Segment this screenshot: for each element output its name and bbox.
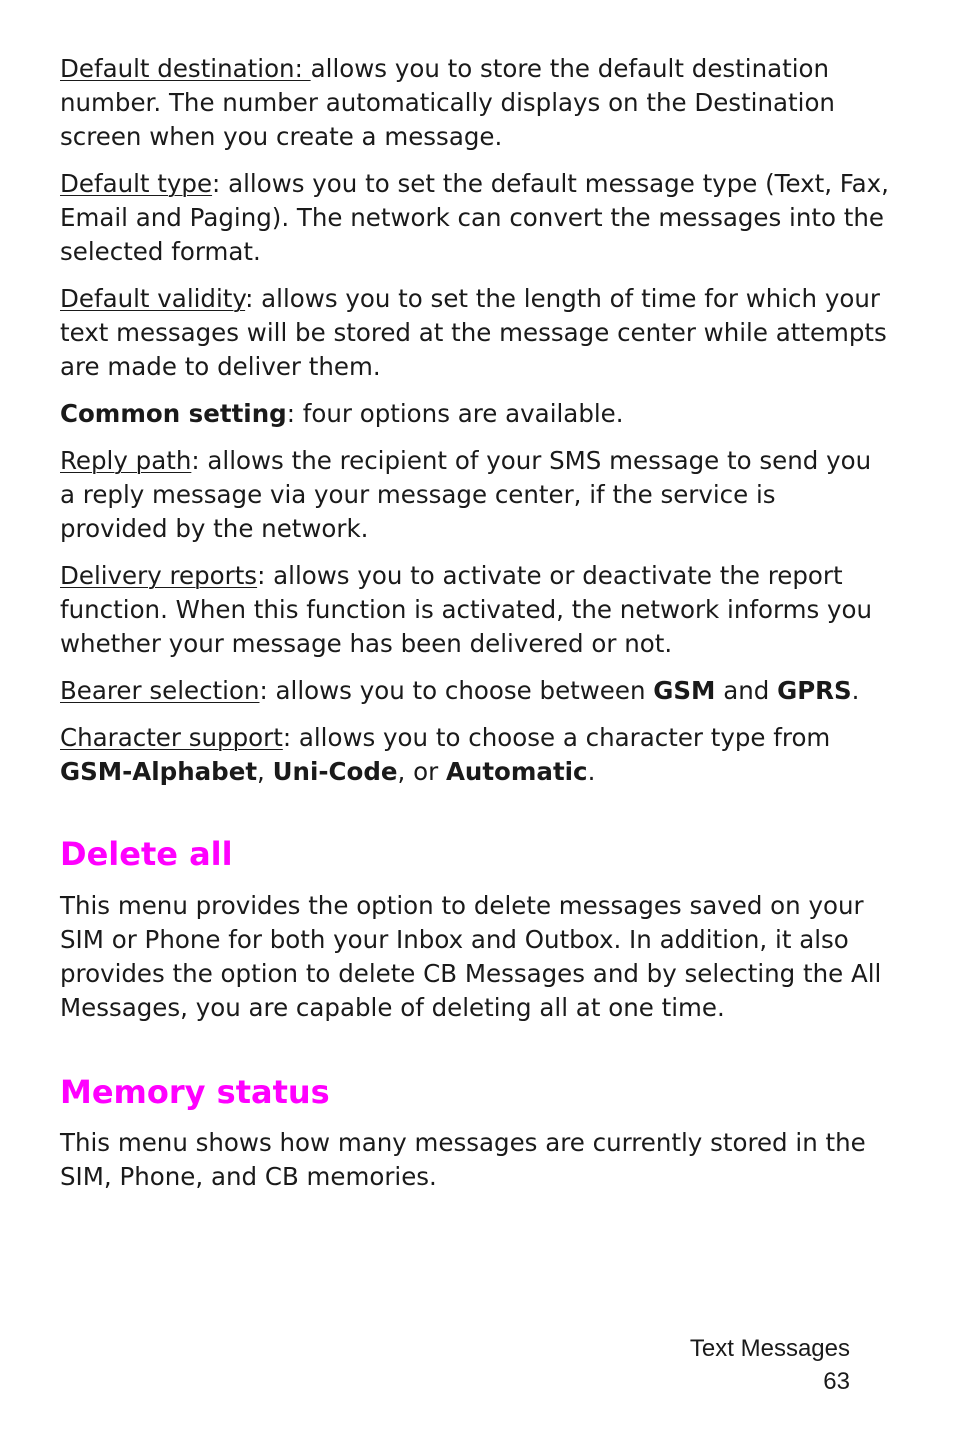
heading-memory-status: Memory status	[60, 1073, 330, 1111]
desc-default-destination: allows you to store the default destination number. The number automatically displays on the Destination screen when you create a message.	[60, 54, 835, 151]
term-bearer-selection: Bearer selection	[60, 676, 260, 705]
paragraph-bearer-selection	[60, 674, 890, 708]
desc-default-type: : allows you to set the default message type (Text, Fax, Email and Paging). The network can convert the messages into the selected format.	[60, 169, 889, 266]
charset-sep-2: , or	[397, 757, 446, 786]
desc-common-setting: : four options are available.	[286, 399, 624, 428]
desc-reply-path: : allows the recipient of your SMS message to send you a reply message via your message center, if the service is provided by the network.	[60, 446, 872, 543]
option-gsm: GSM	[653, 676, 716, 705]
paragraph-default-type	[60, 167, 890, 269]
paragraph-delivery-reports	[60, 559, 890, 661]
charset-sep-1: ,	[257, 757, 273, 786]
desc-default-validity: : allows you to set the length of time for which your text messages will be stored at the message center while attempts are made to deliver them.	[60, 284, 887, 381]
term-character-support: Character support	[60, 723, 283, 752]
page-footer	[690, 1332, 850, 1398]
option-gprs: GPRS	[777, 676, 852, 705]
option-gsm-alphabet: GSM-Alphabet	[60, 757, 258, 786]
paragraph-delete-all: This menu provides the option to delete messages saved on your SIM or Phone for both your Inbox and Outbox. In addition, it also provides the option to delete CB Messages and by selecting the All Messages, you are capable of deleting all at one time.	[60, 891, 882, 1022]
paragraph-default-validity	[60, 282, 890, 384]
option-uni-code: Uni-Code	[272, 757, 398, 786]
charset-period: .	[587, 757, 596, 786]
desc-delivery-reports: : allows you to activate or deactivate the report function. When this function is activated, the network informs you whether your message has been delivered or not.	[60, 561, 873, 658]
term-delivery-reports: Delivery reports	[60, 561, 258, 590]
term-reply-path: Reply path	[60, 446, 192, 475]
option-automatic: Automatic	[445, 757, 588, 786]
bearer-and: and	[715, 676, 778, 705]
document-page	[60, 52, 890, 1207]
desc-bearer-selection: : allows you to choose between	[259, 676, 654, 705]
term-default-destination: Default destination:	[60, 54, 311, 83]
heading-delete-all: Delete all	[60, 835, 233, 873]
footer-page-number: 63	[823, 1368, 850, 1395]
term-default-type: Default type	[60, 169, 213, 198]
footer-section-title: Text Messages	[689, 1335, 850, 1362]
paragraph-reply-path	[60, 444, 890, 546]
paragraph-common-setting	[60, 397, 890, 431]
term-default-validity: Default validity	[60, 284, 246, 313]
bearer-period: .	[851, 676, 860, 705]
desc-character-support: : allows you to choose a character type from	[282, 723, 831, 752]
term-common-setting: Common setting	[60, 399, 287, 428]
paragraph-character-support	[60, 721, 890, 789]
paragraph-default-destination	[60, 52, 890, 154]
paragraph-memory-status: This menu shows how many messages are currently stored in the SIM, Phone, and CB memories.	[60, 1128, 866, 1191]
